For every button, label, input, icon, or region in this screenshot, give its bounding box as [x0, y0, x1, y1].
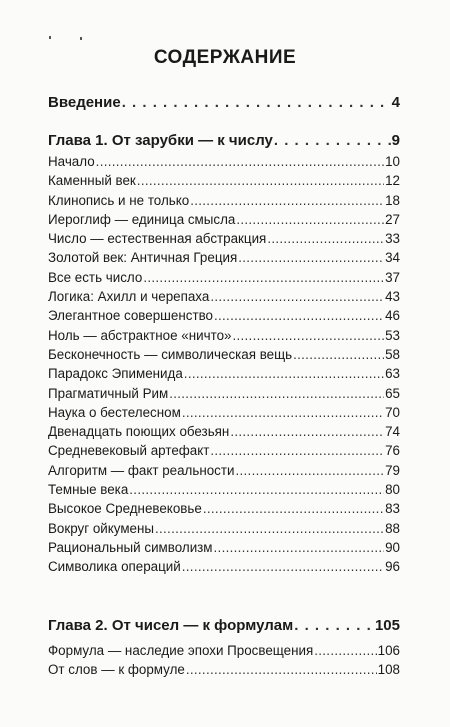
dot-leader [182, 403, 384, 422]
toc-entry-page: 63 [385, 366, 400, 382]
toc-chapter-heading [48, 130, 400, 152]
dot-leader [274, 130, 391, 152]
toc-entry-page: 10 [385, 154, 400, 169]
dot-leader [232, 326, 384, 345]
toc-entry-page: 83 [385, 501, 400, 517]
toc-entry [48, 441, 400, 460]
dot-leader [214, 538, 385, 557]
toc-entry-label: Золотой век: Античная Греция [48, 250, 238, 266]
dot-leader [210, 441, 384, 460]
toc-entry-page: 74 [385, 424, 400, 440]
toc-entry-label: Ноль — абстрактное «ничто» [48, 327, 232, 343]
toc-entry-label: Средневековый артефакт [48, 443, 210, 459]
toc-chapter-1 [48, 130, 400, 577]
toc-entry-label: Клинопись и не только [48, 192, 190, 208]
toc-entry-label: Введение [48, 94, 121, 111]
dot-leader [230, 422, 384, 441]
dot-leader [236, 210, 384, 229]
dot-leader [190, 191, 384, 210]
toc-entry-page: 108 [377, 662, 400, 678]
dot-leader [182, 557, 384, 576]
page-title: СОДЕРЖАНИЕ [153, 47, 297, 68]
toc-entry [48, 480, 400, 499]
toc-entry-label: Число — естественная абстракция [48, 231, 267, 247]
toc-entry-label: Наука о бестелесном [48, 404, 181, 420]
toc-entry-label: Парадокс Эпименида [48, 366, 183, 382]
dot-leader [203, 499, 384, 518]
toc-entry [48, 326, 400, 345]
toc-entry-label: Все есть число [48, 269, 143, 285]
dot-leader [210, 287, 384, 306]
toc-entry-page: 46 [385, 308, 400, 324]
print-mark [49, 36, 51, 39]
toc-entry [48, 152, 400, 171]
dot-leader [155, 519, 384, 538]
toc-entry-label: Логика: Ахилл и черепаха [48, 289, 210, 305]
toc-entry [48, 229, 400, 248]
toc-entry [48, 641, 400, 660]
toc-entry-page: 27 [385, 211, 400, 227]
toc-chapter-1-list [48, 152, 400, 577]
toc-entry [48, 345, 400, 364]
print-mark [80, 37, 82, 40]
dot-leader [122, 92, 391, 114]
toc-entry-label: Символика операций [48, 559, 181, 575]
toc-entry [48, 660, 400, 679]
dot-leader [96, 152, 384, 171]
toc-entry [48, 557, 400, 576]
dot-leader [267, 229, 384, 248]
toc-entry-label: От слов — к формуле [48, 662, 185, 678]
toc-entry [48, 171, 400, 190]
toc-entry-label: Глава 2. От чисел — к формулам [48, 617, 294, 634]
toc-entry [48, 384, 400, 403]
toc-entry [48, 268, 400, 287]
toc-entry [48, 191, 400, 210]
toc-entry [48, 461, 400, 480]
dot-leader [214, 306, 384, 325]
dot-leader [169, 384, 384, 403]
toc-entry-page: 18 [385, 192, 400, 208]
toc-chapter-heading [48, 615, 400, 637]
dot-leader [314, 641, 376, 660]
toc-entry-page: 90 [385, 539, 400, 555]
toc-entry-label: Начало [48, 154, 95, 169]
toc-entry-page: 79 [385, 462, 400, 478]
toc-entry-label: Каменный век [48, 173, 136, 189]
toc-chapter-2 [48, 615, 400, 680]
toc-entry-page: 12 [385, 173, 400, 189]
toc-entry-label: Высокое Средневековье [48, 501, 202, 517]
dot-leader [143, 268, 384, 287]
toc-entry-page: 9 [391, 132, 400, 149]
dot-leader [293, 345, 384, 364]
toc-entry-label: Двенадцать поющих обезьян [48, 424, 230, 440]
toc-entry-page: 37 [385, 269, 400, 285]
dot-leader [238, 248, 384, 267]
toc-entry-label: Рациональный символизм [48, 539, 213, 555]
toc-entry [48, 403, 400, 422]
toc-entry-label: Элегантное совершенство [48, 308, 213, 324]
toc-intro [48, 92, 400, 114]
toc-entry-page: 70 [385, 404, 400, 420]
toc-entry [48, 499, 400, 518]
toc-entry-page: 76 [385, 443, 400, 459]
toc-entry-label: Бесконечность — символическая вещь [48, 346, 293, 362]
dot-leader [294, 615, 374, 637]
toc-entry-page: 58 [385, 346, 400, 362]
toc-entry-page: 65 [385, 385, 400, 401]
toc-entry [48, 519, 400, 538]
toc-entry [48, 306, 400, 325]
toc-entry-page: 80 [385, 482, 400, 498]
toc-entry-page: 34 [385, 250, 400, 266]
toc-entry [48, 287, 400, 306]
toc-entry-label: Глава 1. От зарубки — к числу [48, 132, 273, 149]
toc-entry-page: 88 [385, 520, 400, 536]
toc-entry-label: Иероглиф — единица смысла [48, 211, 236, 227]
toc-chapter-2-list [48, 641, 400, 680]
toc-entry-page: 105 [374, 617, 400, 634]
toc-entry-page: 33 [385, 231, 400, 247]
toc-entry-page: 53 [385, 327, 400, 343]
toc-entry-page: 96 [385, 559, 400, 575]
toc-entry [48, 248, 400, 267]
toc-entry [48, 364, 400, 383]
dot-leader [129, 480, 384, 499]
toc-entry-label: Формула — наследие эпохи Просвещения [48, 643, 314, 658]
toc-entry-page: 43 [385, 289, 400, 305]
toc-entry-label: Темные века [48, 482, 129, 498]
toc-entry-label: Алгоритм — факт реальности [48, 462, 235, 478]
dot-leader [137, 171, 384, 190]
toc-entry-page: 106 [377, 643, 400, 658]
toc-entry-intro [48, 92, 400, 114]
toc-entry-label: Вокруг ойкумены [48, 520, 154, 536]
toc-entry [48, 538, 400, 557]
dot-leader [186, 660, 377, 679]
toc-entry-label: Прагматичный Рим [48, 385, 169, 401]
toc-entry-page: 4 [391, 94, 400, 111]
toc-entry [48, 422, 400, 441]
dot-leader [236, 461, 385, 480]
dot-leader [184, 364, 384, 383]
toc-entry [48, 210, 400, 229]
